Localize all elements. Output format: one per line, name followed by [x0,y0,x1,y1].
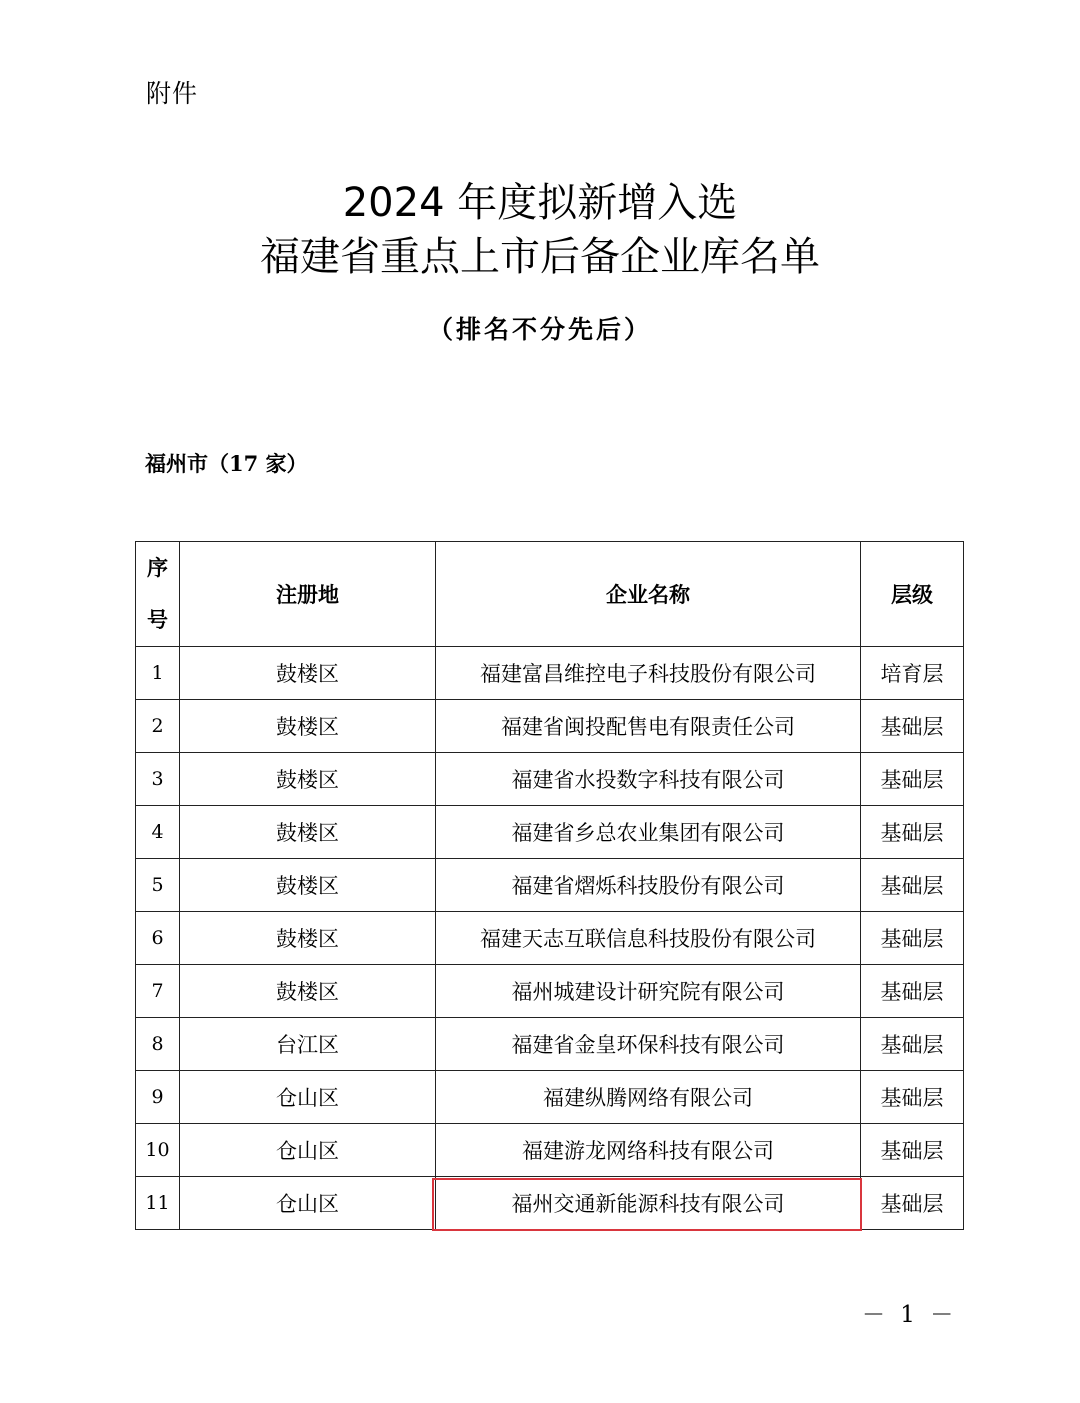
row-tier: 基础层 [861,1124,964,1177]
table-row [136,806,964,859]
header-seq [136,542,180,647]
company-list-table [135,541,964,1230]
header-location: 注册地 [180,542,436,647]
row-number: 3 [136,753,180,806]
row-tier: 基础层 [861,1071,964,1124]
row-number: 11 [136,1177,180,1230]
row-tier: 基础层 [861,700,964,753]
row-tier: 基础层 [861,1018,964,1071]
document-title-line-1: 2024 年度拟新增入选 [342,180,738,226]
row-company: 福建省乡总农业集团有限公司 [436,806,861,859]
table-row [136,700,964,753]
table-row [136,1018,964,1071]
attachment-label: 附件 [146,79,199,108]
header-seq-top: 序 [147,555,168,580]
table-row [136,859,964,912]
row-tier: 基础层 [861,965,964,1018]
row-location: 台江区 [180,1018,436,1071]
row-tier: 基础层 [861,859,964,912]
row-location: 仓山区 [180,1177,436,1230]
row-location: 鼓楼区 [180,700,436,753]
row-number: 7 [136,965,180,1018]
row-location: 鼓楼区 [180,912,436,965]
row-company: 福建省闽投配售电有限责任公司 [436,700,861,753]
header-tier: 层级 [861,542,964,647]
row-location: 鼓楼区 [180,753,436,806]
row-company: 福建游龙网络科技有限公司 [436,1124,861,1177]
document-title-line-2: 福建省重点上市后备企业库名单 [260,234,820,280]
row-tier: 基础层 [861,1177,964,1230]
row-number: 2 [136,700,180,753]
row-location: 鼓楼区 [180,806,436,859]
table-row [136,912,964,965]
row-location: 鼓楼区 [180,859,436,912]
row-company: 福建省金皇环保科技有限公司 [436,1018,861,1071]
row-tier: 基础层 [861,806,964,859]
row-location: 仓山区 [180,1071,436,1124]
row-number: 1 [136,647,180,700]
row-number: 6 [136,912,180,965]
table-row [136,1071,964,1124]
table-row [136,753,964,806]
header-seq-bottom: 号 [147,607,168,632]
row-company: 福州交通新能源科技有限公司 [511,1192,785,1216]
page-number: － 1 － [862,1302,958,1328]
row-company: 福建纵腾网络有限公司 [436,1071,861,1124]
row-company: 福建省水投数字科技有限公司 [436,753,861,806]
table-row [136,1124,964,1177]
row-company: 福州城建设计研究院有限公司 [436,965,861,1018]
row-tier: 培育层 [861,647,964,700]
row-number: 8 [136,1018,180,1071]
document-subtitle: （排名不分先后） [427,315,652,344]
table-row [136,1177,964,1230]
row-tier: 基础层 [861,912,964,965]
row-number: 5 [136,859,180,912]
table-row [136,965,964,1018]
section-heading: 福州市（17 家） [145,451,308,476]
row-company: 福建富昌维控电子科技股份有限公司 [436,647,861,700]
row-company: 福建省熠烁科技股份有限公司 [436,859,861,912]
row-company: 福建天志互联信息科技股份有限公司 [436,912,861,965]
row-location: 鼓楼区 [180,647,436,700]
row-location: 鼓楼区 [180,965,436,1018]
table-header-row [136,542,964,647]
header-company: 企业名称 [436,542,861,647]
row-number: 10 [136,1124,180,1177]
row-tier: 基础层 [861,753,964,806]
row-number: 4 [136,806,180,859]
row-number: 9 [136,1071,180,1124]
table-row [136,647,964,700]
row-company-highlighted [436,1177,861,1230]
row-location: 仓山区 [180,1124,436,1177]
